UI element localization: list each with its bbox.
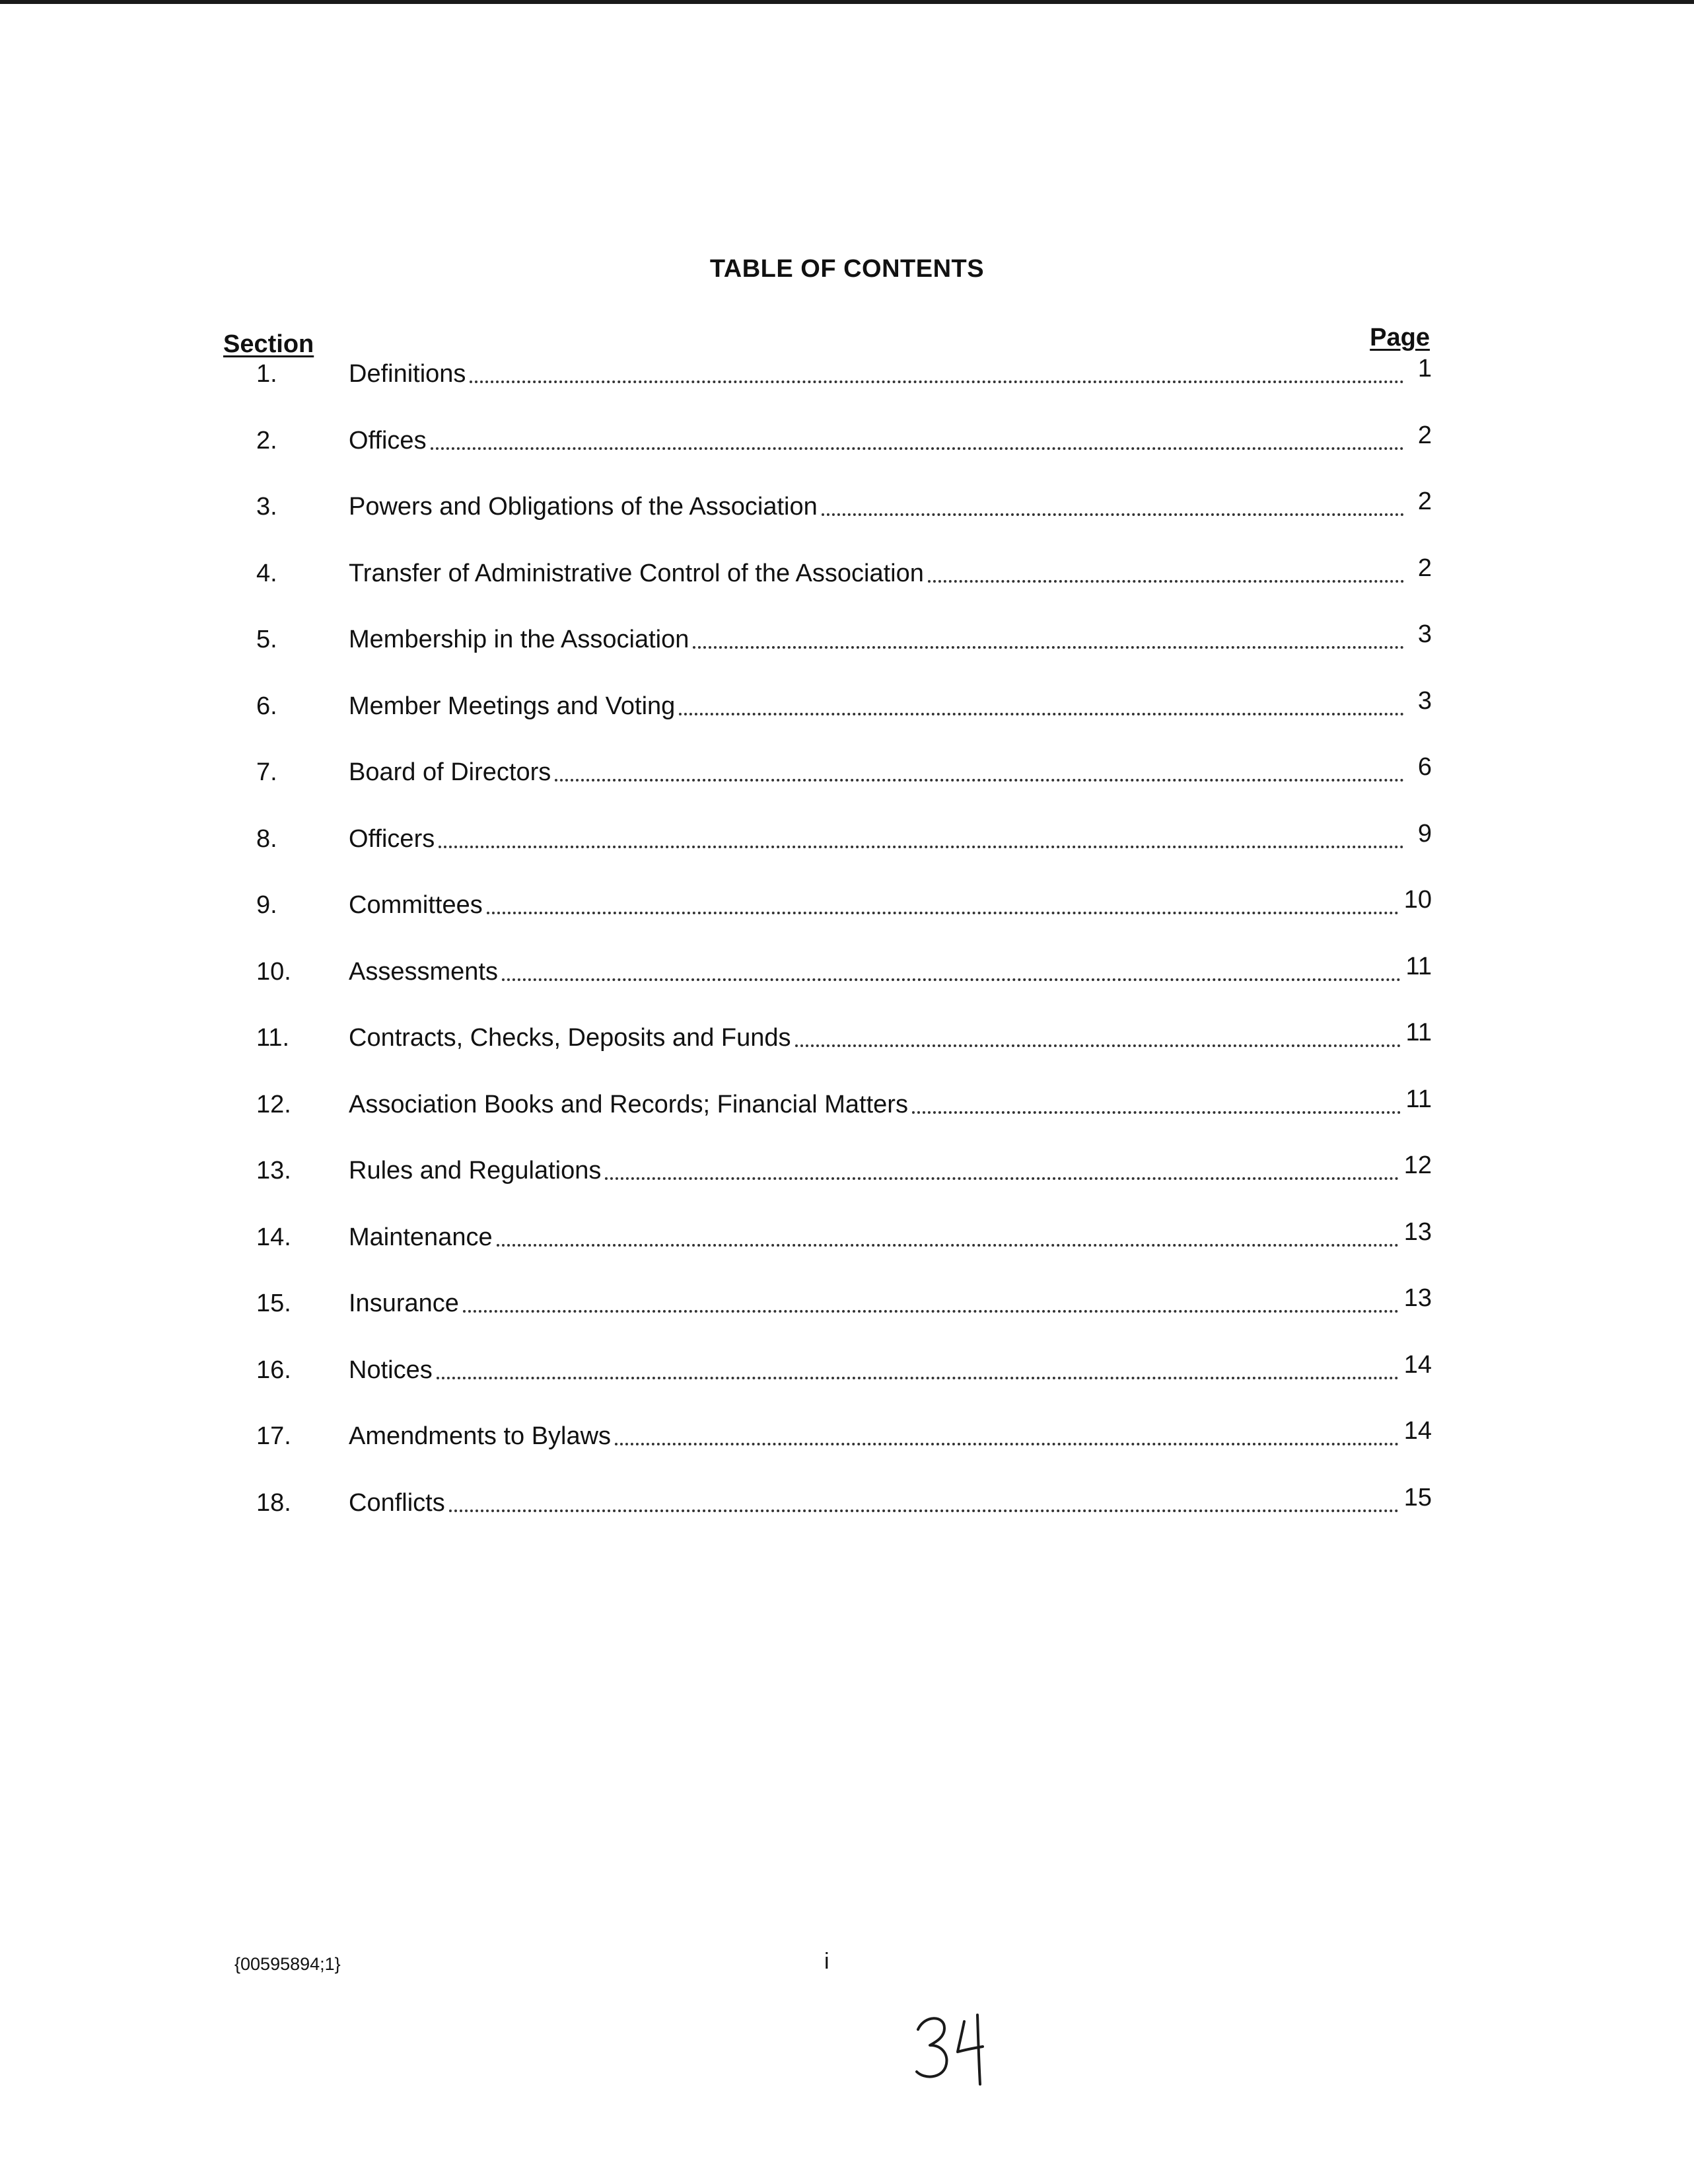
dot-leader	[795, 1044, 1401, 1047]
toc-entry-number: 4.	[256, 560, 277, 587]
dot-leader	[615, 1443, 1399, 1445]
dot-leader	[693, 646, 1404, 649]
toc-entry[interactable]	[223, 1416, 1432, 1456]
toc-entry-number: 13.	[256, 1157, 291, 1184]
dot-leader	[679, 713, 1404, 715]
toc-entry-label: Rules and Regulations	[349, 1157, 602, 1184]
dot-leader	[822, 513, 1404, 516]
toc-entry[interactable]	[223, 1218, 1432, 1257]
toc-entry[interactable]	[223, 752, 1432, 792]
toc-entry-number: 10.	[256, 958, 291, 986]
toc-entry-number: 17.	[256, 1422, 291, 1450]
toc-entry-label: Officers	[349, 825, 435, 853]
toc-entry-number: 2.	[256, 427, 277, 455]
toc-entry-number: 5.	[256, 626, 277, 653]
toc-entry-label: Powers and Obligations of the Association	[349, 493, 818, 521]
toc-entry-page: 6	[1417, 753, 1432, 781]
toc-entry-label: Contracts, Checks, Deposits and Funds	[349, 1024, 791, 1052]
dot-leader	[912, 1111, 1401, 1114]
toc-entry-page: 11	[1405, 1019, 1432, 1046]
toc-entry[interactable]	[223, 1483, 1432, 1523]
dot-leader	[605, 1177, 1398, 1180]
dot-leader	[439, 846, 1404, 848]
toc-entry-page: 1	[1417, 355, 1432, 382]
document-id: {00595894;1}	[234, 1954, 341, 1974]
dot-leader	[497, 1244, 1399, 1247]
toc-entry[interactable]	[223, 1018, 1432, 1058]
toc-entry[interactable]	[223, 554, 1432, 593]
toc-entry-number: 16.	[256, 1356, 291, 1384]
toc-entry-page: 3	[1417, 687, 1432, 715]
toc-entry-number: 18.	[256, 1489, 291, 1517]
toc-entry[interactable]	[223, 421, 1432, 460]
dot-leader	[437, 1377, 1399, 1379]
toc-entry-number: 6.	[256, 692, 277, 720]
handwritten-page-number	[911, 2008, 1004, 2088]
toc-entry-label: Insurance	[349, 1290, 459, 1317]
dot-leader	[555, 779, 1404, 782]
toc-entry[interactable]	[223, 1085, 1432, 1124]
toc-entry-page: 13	[1403, 1284, 1432, 1312]
toc-entry-page: 11	[1405, 953, 1432, 980]
toc-entry-number: 8.	[256, 825, 277, 853]
toc-entry-page: 14	[1403, 1417, 1432, 1445]
section-column-header: Section	[223, 330, 314, 358]
toc-entry-number: 14.	[256, 1223, 291, 1251]
toc-entry-number: 12.	[256, 1091, 291, 1118]
toc-entry[interactable]	[223, 885, 1432, 925]
toc-entry-number: 7.	[256, 758, 277, 786]
toc-entry-label: Definitions	[349, 360, 466, 388]
toc-entry-number: 9.	[256, 891, 277, 919]
toc-entry-page: 12	[1403, 1151, 1432, 1179]
toc-entry-page: 13	[1403, 1218, 1432, 1246]
page-number: i	[824, 1949, 829, 1974]
toc-entry-label: Association Books and Records; Financial Matters	[349, 1091, 908, 1118]
page-column-header: Page	[1370, 324, 1430, 351]
toc-entry-label: Member Meetings and Voting	[349, 692, 676, 720]
toc-entry-label: Notices	[349, 1356, 433, 1384]
toc-entry-label: Transfer of Administrative Control of the Association	[349, 560, 924, 587]
toc-entry[interactable]	[223, 819, 1432, 859]
toc-entry-page: 10	[1403, 886, 1432, 914]
toc-entry-label: Board of Directors	[349, 758, 551, 786]
page-title: TABLE OF CONTENTS	[709, 255, 985, 283]
toc-entry-page: 2	[1417, 488, 1432, 515]
dot-leader	[502, 978, 1401, 981]
toc-entry[interactable]	[223, 1350, 1432, 1390]
toc-entry-label: Committees	[349, 891, 483, 919]
toc-entry[interactable]	[223, 487, 1432, 527]
toc-entry-label: Amendments to Bylaws	[349, 1422, 612, 1450]
dot-leader	[449, 1510, 1399, 1512]
toc-entry[interactable]	[223, 620, 1432, 659]
toc-entry-number: 1.	[256, 360, 277, 388]
toc-entry[interactable]	[223, 686, 1432, 726]
toc-entry-label: Membership in the Association	[349, 626, 689, 653]
toc-entry[interactable]	[223, 354, 1432, 394]
toc-entry-page: 14	[1403, 1351, 1432, 1379]
dot-leader	[463, 1310, 1399, 1313]
toc-entry[interactable]	[223, 1284, 1432, 1323]
dot-leader	[431, 447, 1404, 450]
toc-entry-label: Maintenance	[349, 1223, 493, 1251]
toc-entry-page: 2	[1417, 554, 1432, 582]
toc-entry[interactable]	[223, 952, 1432, 992]
toc-entry-page: 3	[1417, 620, 1432, 648]
toc-entry-label: Offices	[349, 427, 427, 455]
toc-entry-page: 15	[1403, 1484, 1432, 1511]
toc-entry-number: 3.	[256, 493, 277, 521]
dot-leader	[487, 912, 1399, 914]
toc-entry-page: 9	[1417, 820, 1432, 848]
toc-entry-page: 11	[1405, 1085, 1432, 1113]
toc-entry-label: Conflicts	[349, 1489, 445, 1517]
toc-entry-number: 11.	[256, 1024, 290, 1052]
scan-edge	[0, 0, 1694, 4]
dot-leader	[470, 381, 1404, 383]
dot-leader	[928, 580, 1404, 583]
toc-entry-label: Assessments	[349, 958, 498, 986]
toc-entry-number: 15.	[256, 1290, 291, 1317]
toc-entry-page: 2	[1417, 421, 1432, 449]
toc-entry[interactable]	[223, 1151, 1432, 1190]
